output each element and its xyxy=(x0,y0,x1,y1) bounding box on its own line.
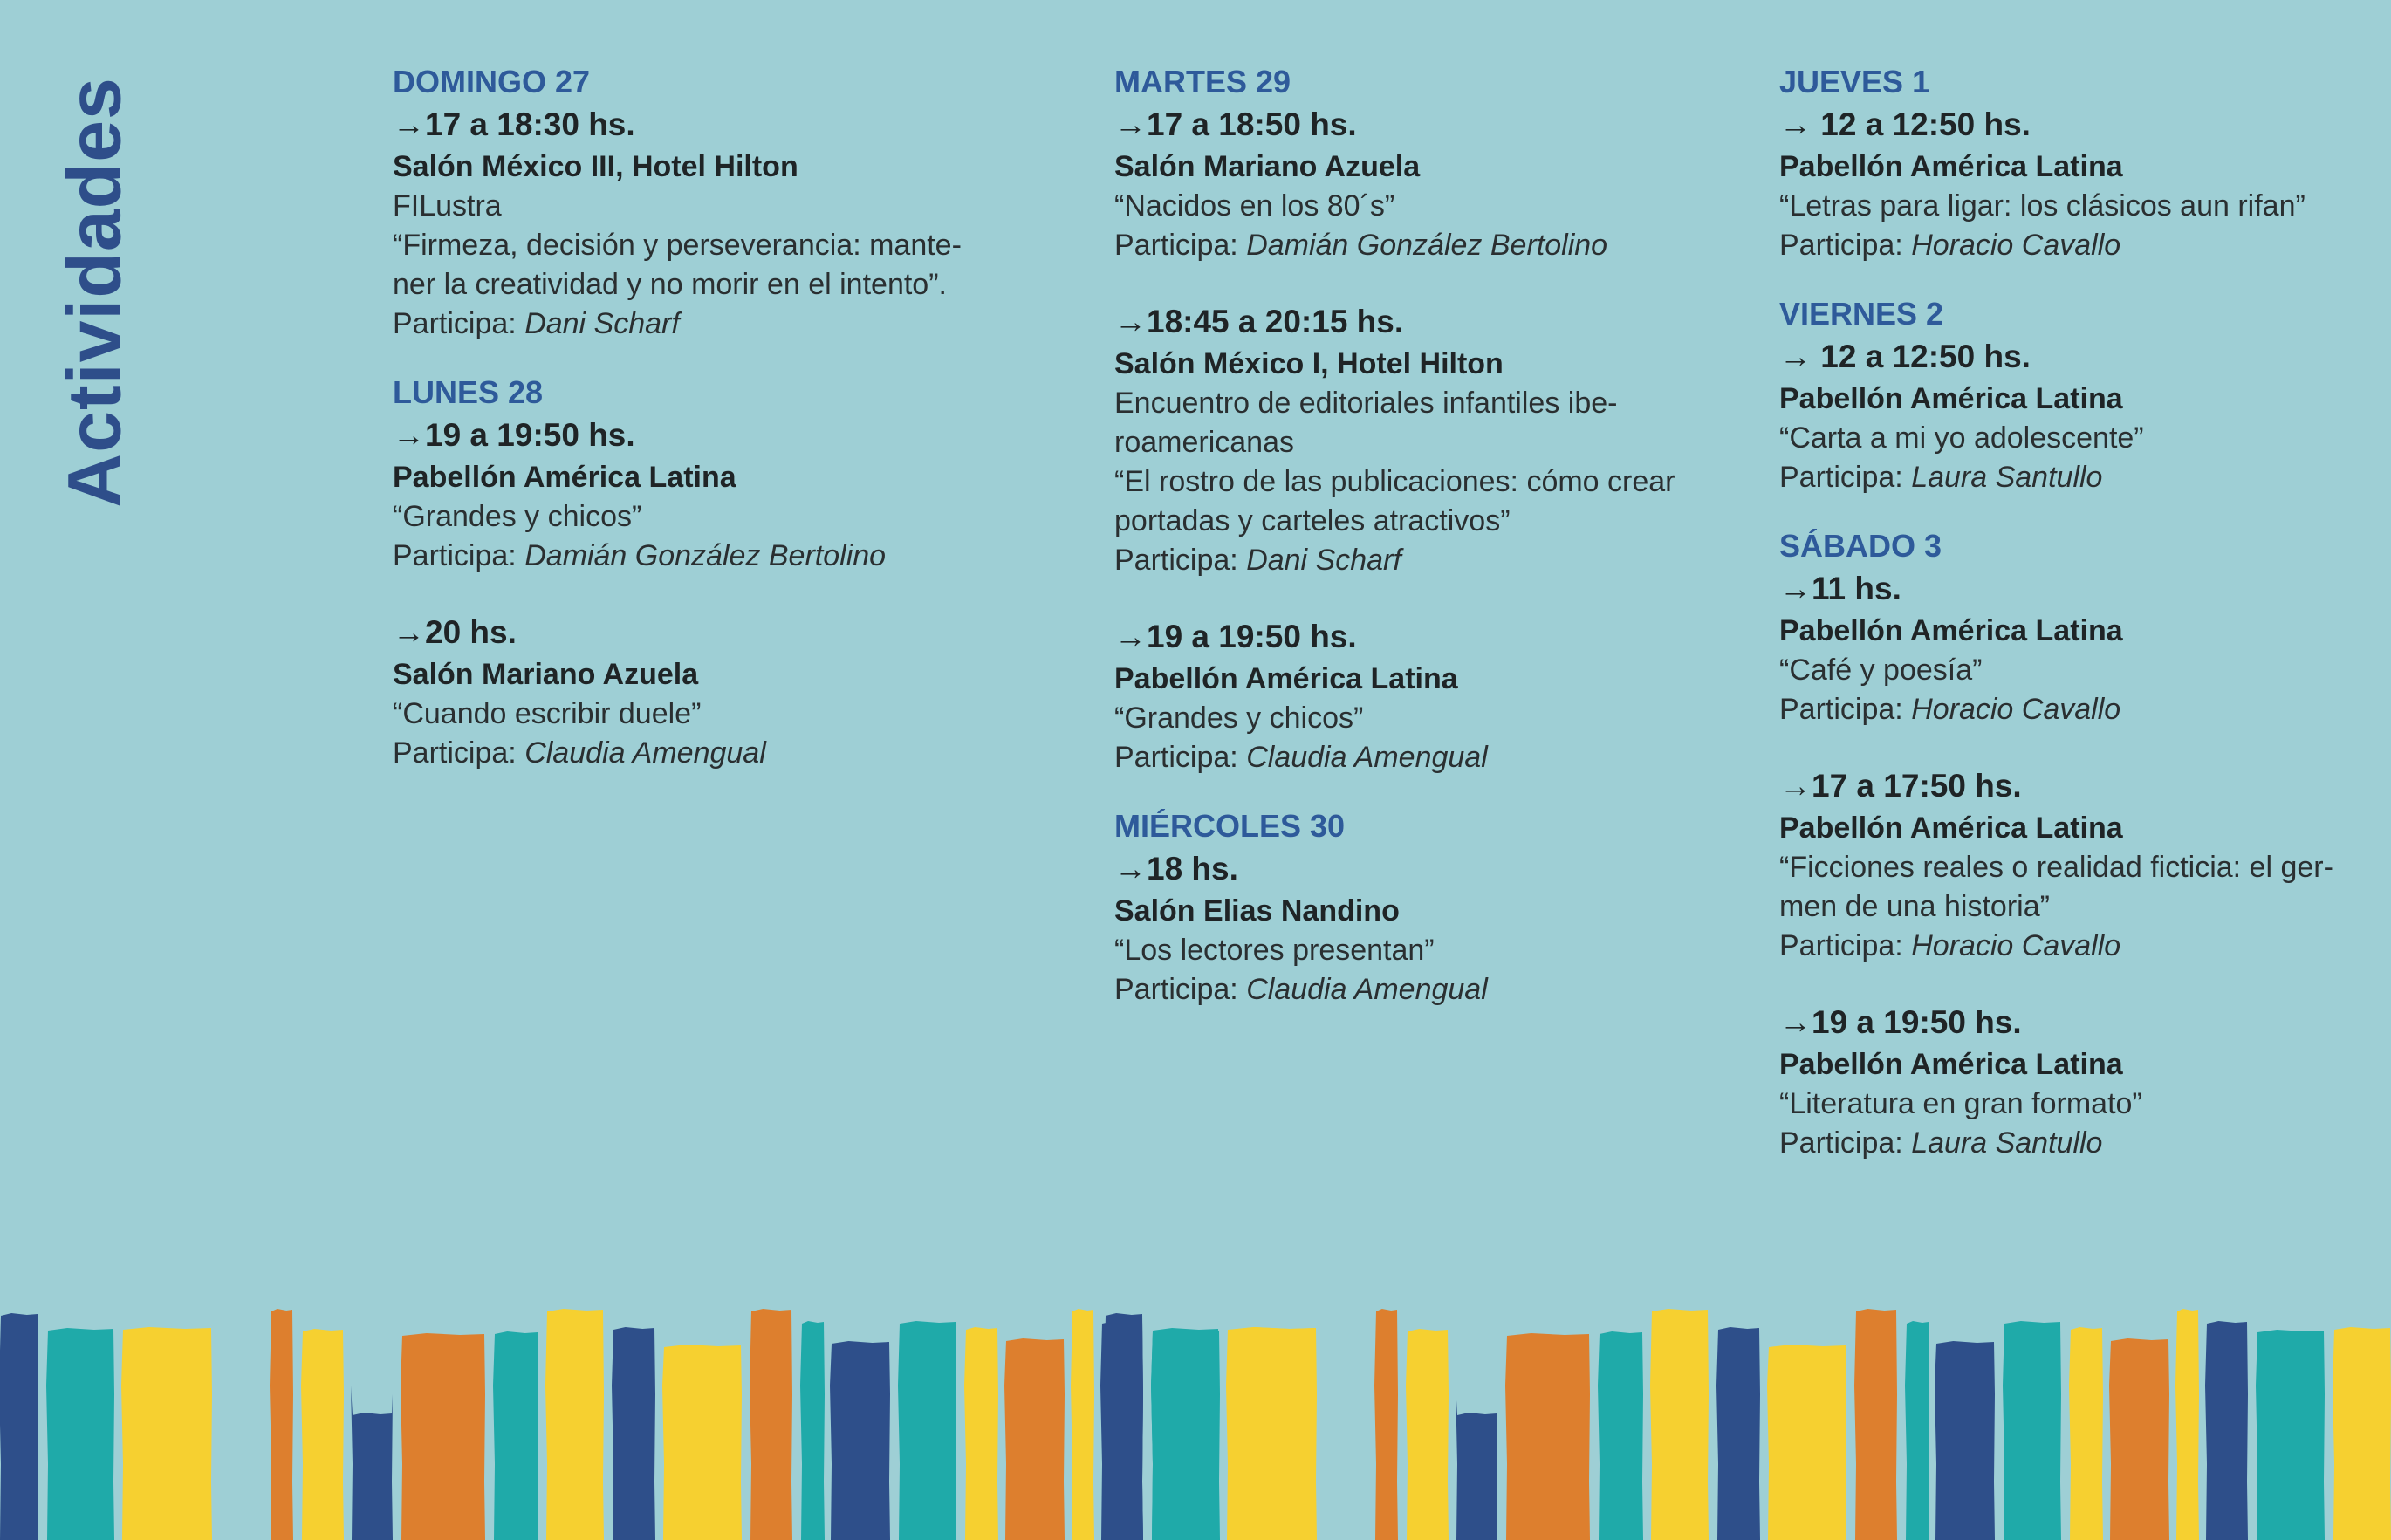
participant-name: Dani Scharf xyxy=(1246,544,1401,577)
event-item xyxy=(1779,335,2381,497)
day-section xyxy=(1779,61,2381,265)
event-participant-line xyxy=(1779,226,2381,265)
event-participant-line xyxy=(393,734,1004,773)
book-spine xyxy=(1650,1309,1709,1540)
event-venue: Pabellón América Latina xyxy=(1779,150,2123,183)
event-time: →19 a 19:50 hs. xyxy=(1779,1004,2022,1040)
book-spine xyxy=(2256,1330,2325,1540)
participant-name: Dani Scharf xyxy=(524,307,680,340)
event-participant-line xyxy=(1114,738,1743,777)
event-venue: Pabellón América Latina xyxy=(1779,1048,2123,1081)
event-item xyxy=(1114,300,1743,580)
day-section xyxy=(1779,525,2381,1163)
participant-name: Claudia Amengual xyxy=(524,736,766,770)
book-spine xyxy=(2109,1338,2169,1540)
schedule-column-2 xyxy=(1114,61,1743,1037)
day-heading: LUNES 28 xyxy=(393,374,544,410)
event-participant-line xyxy=(1779,458,2381,497)
event-description-line: “Literatura en gran formato” xyxy=(1779,1087,2142,1120)
event-participant-line xyxy=(393,537,1004,576)
participa-label: Participa: xyxy=(1779,229,1903,262)
event-item xyxy=(1114,103,1743,265)
event-item xyxy=(1114,615,1743,777)
event-description-line: portadas y carteles atractivos” xyxy=(1114,504,1511,537)
book-spine xyxy=(1071,1309,1094,1540)
participant-name: Damián González Bertolino xyxy=(524,539,887,572)
event-description-line: Encuentro de editoriales infantiles ibe- xyxy=(1114,387,1618,420)
participant-name: Claudia Amengual xyxy=(1246,973,1488,1006)
event-time: →17 a 17:50 hs. xyxy=(1779,768,2022,804)
participant-name: Laura Santullo xyxy=(1911,1126,2103,1160)
book-spine xyxy=(1151,1328,1219,1540)
participant-name: Claudia Amengual xyxy=(1246,741,1488,774)
event-venue: Salón México I, Hotel Hilton xyxy=(1114,347,1504,380)
book-spine xyxy=(1854,1309,1897,1540)
event-description-line: “Café y poesía” xyxy=(1779,654,1983,687)
schedule-column-1 xyxy=(393,61,1004,801)
book-spine xyxy=(1905,1321,1929,1540)
book-spine xyxy=(2205,1321,2248,1540)
day-section xyxy=(1114,805,1743,1010)
event-venue: Pabellón América Latina xyxy=(1779,382,2123,415)
book-spine xyxy=(2003,1321,2061,1540)
book-spine xyxy=(401,1333,485,1540)
book-spine xyxy=(545,1309,604,1540)
book-spine xyxy=(1004,1338,1065,1540)
book-spine xyxy=(2333,1327,2391,1540)
participa-label: Participa: xyxy=(393,307,517,340)
event-time: →18 hs. xyxy=(1114,851,1238,886)
book-spine xyxy=(964,1327,998,1540)
event-description-line: “Grandes y chicos” xyxy=(393,500,642,533)
event-participant-line xyxy=(1779,927,2381,966)
day-section xyxy=(1779,293,2381,497)
event-time: →18:45 a 20:15 hs. xyxy=(1114,304,1404,339)
event-venue: Salón Mariano Azuela xyxy=(393,658,699,691)
day-heading: MARTES 29 xyxy=(1114,64,1291,99)
book-spine xyxy=(612,1327,655,1540)
event-description-line: “El rostro de las publicaciones: cómo crear xyxy=(1114,465,1675,498)
day-heading: VIERNES 2 xyxy=(1779,296,1944,332)
book-spine xyxy=(1226,1327,1317,1540)
event-venue: Salón Mariano Azuela xyxy=(1114,150,1421,183)
event-time: →19 a 19:50 hs. xyxy=(1114,619,1357,654)
book-spine xyxy=(1716,1327,1760,1540)
participant-name: Horacio Cavallo xyxy=(1911,929,2121,962)
event-venue: Pabellón América Latina xyxy=(1114,662,1458,695)
book-spine xyxy=(830,1341,890,1540)
day-heading: JUEVES 1 xyxy=(1779,64,1930,99)
day-section xyxy=(393,372,1004,773)
participa-label: Participa: xyxy=(1114,973,1238,1006)
event-description-line: “Carta a mi yo adolescente” xyxy=(1779,421,2144,455)
book-spine xyxy=(898,1321,956,1540)
book-spine xyxy=(750,1309,792,1540)
participa-label: Participa: xyxy=(1779,1126,1903,1160)
event-time: →19 a 19:50 hs. xyxy=(393,417,635,453)
book-spine xyxy=(493,1331,538,1540)
event-description-line: “Nacidos en los 80´s” xyxy=(1114,189,1395,222)
event-description-line: ner la creatividad y no morir en el intento”. xyxy=(393,268,947,301)
participa-label: Participa: xyxy=(1779,693,1903,726)
book-spine xyxy=(1598,1331,1643,1540)
book-spines-decoration xyxy=(0,1307,2391,1540)
event-time: → 12 a 12:50 hs. xyxy=(1779,106,2031,142)
book-spine xyxy=(301,1329,344,1540)
event-time: →17 a 18:30 hs. xyxy=(393,106,635,142)
event-description-line: FILustra xyxy=(393,189,502,222)
event-item xyxy=(1779,1001,2381,1163)
event-venue: Pabellón América Latina xyxy=(1779,811,2123,845)
book-spine xyxy=(1505,1333,1590,1540)
schedule-column-3 xyxy=(1779,61,2381,1191)
event-item xyxy=(1779,764,2381,966)
day-heading: SÁBADO 3 xyxy=(1779,528,1942,564)
book-spine xyxy=(1374,1309,1398,1540)
event-description-line: “Los lectores presentan” xyxy=(1114,934,1435,967)
book-spine xyxy=(270,1309,293,1540)
event-item xyxy=(393,611,1004,773)
event-time: →17 a 18:50 hs. xyxy=(1114,106,1357,142)
participa-label: Participa: xyxy=(1114,544,1238,577)
participant-name: Horacio Cavallo xyxy=(1911,693,2121,726)
event-item xyxy=(393,414,1004,576)
book-spine xyxy=(1406,1329,1449,1540)
event-item xyxy=(393,103,1004,344)
event-description-line: “Grandes y chicos” xyxy=(1114,702,1364,735)
participa-label: Participa: xyxy=(1779,461,1903,494)
event-description-line: men de una historia” xyxy=(1779,890,2050,923)
book-spine xyxy=(351,1386,393,1540)
day-heading: DOMINGO 27 xyxy=(393,64,591,99)
event-venue: Pabellón América Latina xyxy=(1779,614,2123,647)
day-section xyxy=(1114,61,1743,777)
event-participant-line xyxy=(1114,970,1743,1010)
event-item xyxy=(1779,567,2381,729)
page-title: Actividades xyxy=(52,77,137,508)
event-description-line: “Letras para ligar: los clásicos aun rifan” xyxy=(1779,189,2305,222)
event-description-line: roamericanas xyxy=(1114,426,1294,459)
event-participant-line xyxy=(1779,1124,2381,1163)
event-description-line: “Ficciones reales o realidad ficticia: el ger- xyxy=(1779,851,2333,884)
participant-name: Horacio Cavallo xyxy=(1911,229,2121,262)
book-spine xyxy=(1767,1345,1846,1540)
day-heading: MIÉRCOLES 30 xyxy=(1114,808,1346,844)
book-spine xyxy=(800,1321,825,1540)
book-spine xyxy=(1104,1313,1143,1540)
participa-label: Participa: xyxy=(393,736,517,770)
participant-name: Damián González Bertolino xyxy=(1246,229,1608,262)
book-spine xyxy=(2069,1327,2103,1540)
book-spine xyxy=(0,1313,38,1540)
event-participant-line xyxy=(393,305,1004,344)
event-description-line: “Firmeza, decisión y perseverancia: mante- xyxy=(393,229,962,262)
book-spine xyxy=(46,1328,114,1540)
day-section xyxy=(393,61,1004,344)
event-participant-line xyxy=(1114,541,1743,580)
book-spine xyxy=(1456,1386,1497,1540)
event-participant-line xyxy=(1779,690,2381,729)
event-description-line: “Cuando escribir duele” xyxy=(393,697,702,730)
participant-name: Laura Santullo xyxy=(1911,461,2103,494)
participa-label: Participa: xyxy=(1114,229,1238,262)
event-item xyxy=(1779,103,2381,265)
page-title-vertical xyxy=(52,61,137,524)
book-spine xyxy=(121,1327,212,1540)
book-spine xyxy=(2175,1309,2199,1540)
event-participant-line xyxy=(1114,226,1743,265)
event-venue: Salón Elias Nandino xyxy=(1114,894,1400,927)
book-spine xyxy=(1935,1341,1995,1540)
event-time: → 12 a 12:50 hs. xyxy=(1779,339,2031,374)
event-time: →11 hs. xyxy=(1779,571,1901,606)
participa-label: Participa: xyxy=(393,539,517,572)
event-item xyxy=(1114,847,1743,1010)
event-time: →20 hs. xyxy=(393,614,517,650)
participa-label: Participa: xyxy=(1779,929,1903,962)
event-venue: Salón México III, Hotel Hilton xyxy=(393,150,798,183)
participa-label: Participa: xyxy=(1114,741,1238,774)
event-venue: Pabellón América Latina xyxy=(393,461,736,494)
book-spine xyxy=(662,1345,742,1540)
